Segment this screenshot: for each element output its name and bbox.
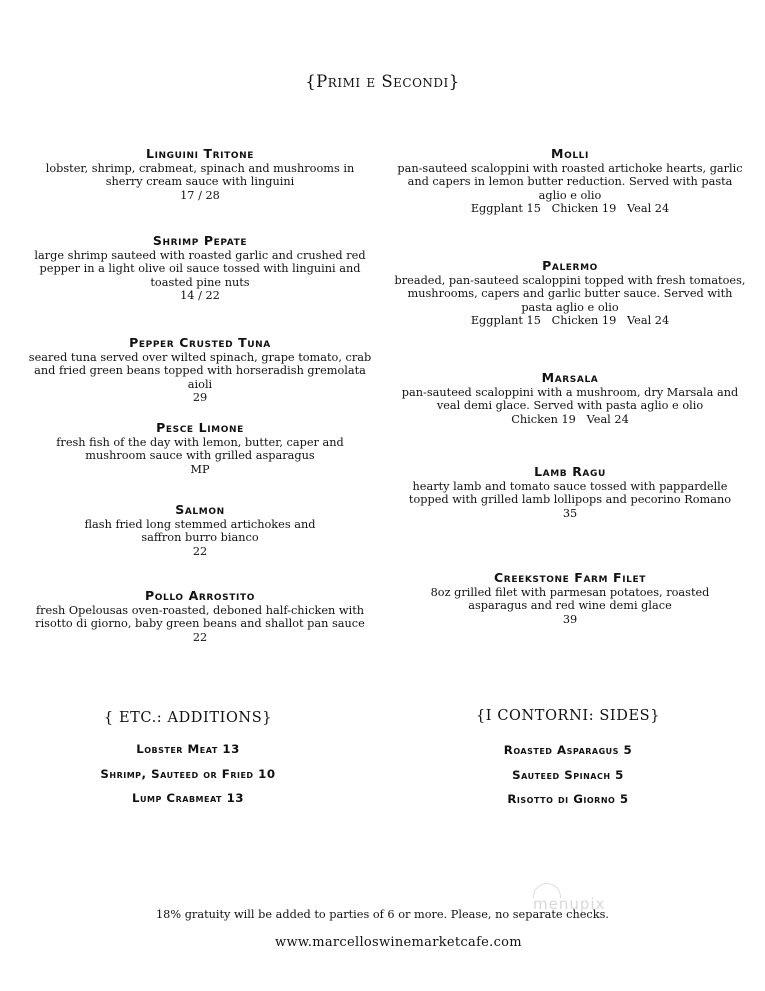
dish-price: 22 (192, 544, 208, 558)
dish-pollo-arrostito (26, 588, 374, 644)
website-url[interactable]: www.marcelloswinemarketcafe.com (275, 935, 522, 950)
dish-description: seared tuna served over wilted spinach, grape tomato, crab and fried green beans topped with horseradish gremolata aioli (28, 351, 372, 391)
additions-list (30, 737, 346, 811)
dish-price: 39 (562, 612, 578, 626)
dish-price: 17 / 28 (180, 188, 220, 202)
sides-heading: {I CONTORNI: SIDES} (475, 708, 661, 724)
dish-description: pan-sauteed scaloppini with a mushroom, dry Marsala and veal demi glace. Served with pasta aglio e olio (401, 386, 739, 413)
dish-pesce-limone (26, 420, 374, 476)
dish-description: hearty lamb and tomato sauce tossed with pappardelle topped with grilled lamb lollipops and pecorino Romano (408, 480, 732, 507)
dish-marsala (392, 370, 748, 426)
dish-molli (392, 146, 748, 216)
dish-description: breaded, pan-sauteed scaloppini topped with fresh tomatoes, mushrooms, capers and garlic butter sauce. Served with pasta aglio e olio (394, 274, 746, 314)
dish-description: large shrimp sauteed with roasted garlic and crushed red pepper in a light olive oil sauce tossed with linguini and toasted pine nuts (34, 249, 366, 289)
watermark-text: menupix (533, 895, 606, 913)
gratuity-note: 18% gratuity will be added to parties of 6 or more. Please, no separate checks. (156, 908, 609, 921)
dish-price: 14 / 22 (180, 289, 220, 303)
dish-name: Pepper Crusted Tuna (129, 335, 271, 350)
dish-price: MP (190, 462, 210, 476)
dish-shrimp-pepate (26, 233, 374, 303)
menu-title: {Primi e Secondi} (305, 72, 460, 91)
dish-name: Creekstone Farm Filet (494, 570, 646, 585)
dish-price: 35 (562, 506, 578, 520)
list-item: Lobster Meat 13 (136, 742, 240, 756)
dish-description: fresh Opelousas oven-roasted, deboned half-chicken with risotto di giorno, baby green beans and shallot pan sauce (35, 604, 365, 631)
dish-price: Eggplant 15 Chicken 19 Veal 24 (470, 314, 670, 328)
dish-lamb-ragu (392, 464, 748, 520)
dish-price: 22 (192, 630, 208, 644)
dish-pepper-crusted-tuna (26, 335, 374, 405)
dish-name: Shrimp Pepate (152, 233, 248, 248)
dish-palermo (392, 258, 748, 328)
dish-description: pan-sauteed scaloppini with roasted artichoke hearts, garlic and capers in lemon butter reduction. Served with pasta aglio e olio (397, 162, 743, 202)
dish-price: Eggplant 15 Chicken 19 Veal 24 (470, 202, 670, 216)
dish-salmon (26, 502, 374, 558)
dish-creekstone-farm-filet (392, 570, 748, 626)
list-item: Shrimp, Sauteed or Fried 10 (100, 766, 276, 781)
dish-name: Salmon (175, 502, 225, 517)
dish-name: Lamb Ragu (534, 464, 606, 479)
list-item: Roasted Asparagus 5 (503, 743, 633, 757)
dish-name: Pesce Limone (156, 420, 244, 435)
dish-name: Molli (551, 146, 589, 161)
dish-price: 29 (192, 391, 208, 405)
dish-name: Palermo (542, 258, 598, 273)
dish-name: Pollo Arrostito (145, 588, 255, 603)
dish-description: flash fried long stemmed artichokes and saffron burro bianco (84, 518, 316, 545)
dish-linguini-tritone (26, 146, 374, 202)
dish-name: Linguini Tritone (146, 146, 254, 161)
additions-heading: { ETC.: ADDITIONS} (103, 710, 273, 726)
list-item: Risotto di Giorno 5 (507, 792, 629, 806)
dish-description: lobster, shrimp, crabmeat, spinach and mushrooms in sherry cream sauce with linguini (45, 162, 355, 189)
dish-description: 8oz grilled filet with parmesan potatoes, roasted asparagus and red wine demi glace (430, 586, 710, 613)
sides-list (408, 738, 728, 812)
watermark-arc-icon (533, 883, 561, 898)
list-item: Lump Crabmeat 13 (131, 791, 245, 805)
list-item: Sauteed Spinach 5 (512, 767, 624, 782)
dish-description: fresh fish of the day with lemon, butter, caper and mushroom sauce with grilled asparagus (56, 436, 344, 463)
dish-price: Chicken 19 Veal 24 (511, 412, 629, 426)
dish-name: Marsala (541, 370, 599, 385)
